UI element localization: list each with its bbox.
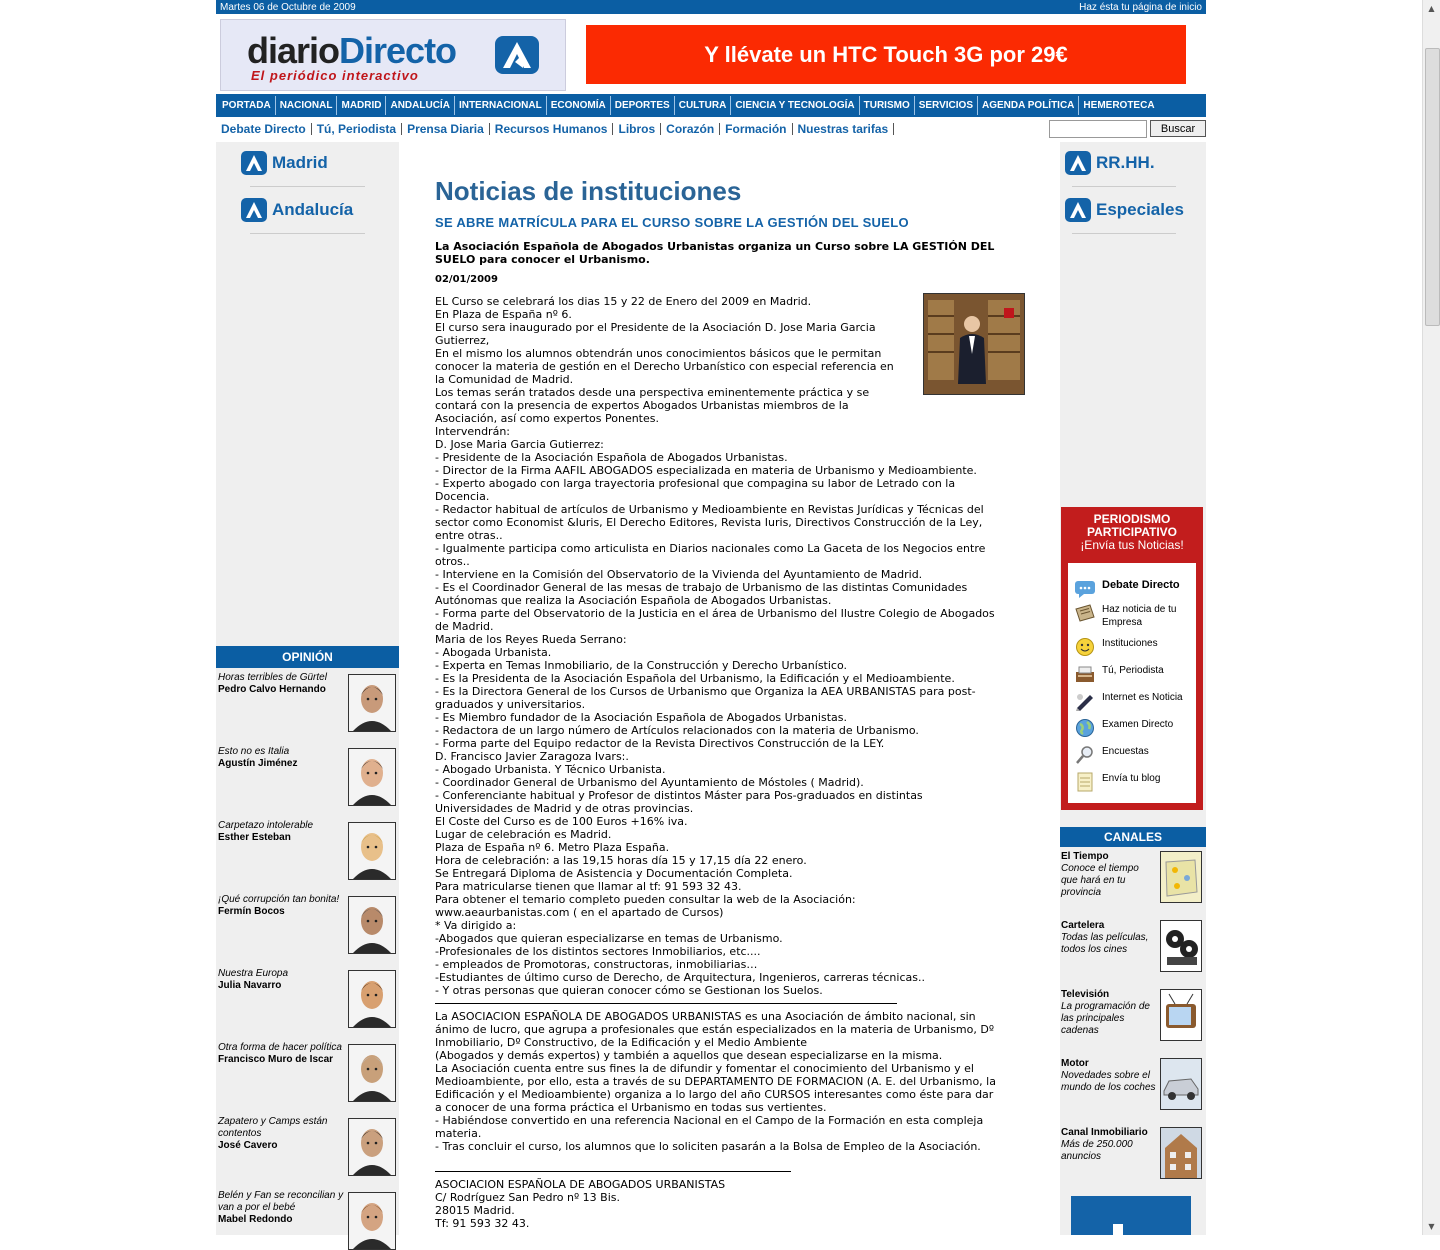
region-label: Especiales: [1096, 200, 1184, 219]
logo-mark-icon: [240, 197, 268, 223]
section-title: Noticias de instituciones: [435, 176, 742, 206]
opinion-topic[interactable]: Nuestra Europa: [218, 968, 289, 979]
opinion-item[interactable]: [218, 1190, 398, 1250]
subnav-item[interactable]: Libros: [613, 123, 661, 135]
article-text-line: 28015 Madrid.: [435, 1204, 515, 1217]
participativo-item[interactable]: [1074, 603, 1188, 629]
canal-item[interactable]: [1061, 920, 1205, 976]
opinion-item[interactable]: [218, 820, 398, 880]
canal-name[interactable]: El Tiempo: [1061, 851, 1109, 862]
article-text-line: contará con la presencia de expertos Abogados Urbanistas miembros de la: [435, 399, 849, 412]
canal-image[interactable]: [1160, 851, 1202, 903]
article-text-line: www.aeaurbanistas.com ( en el apartado de Cursos): [435, 906, 724, 919]
scroll-up-arrow-icon[interactable]: ▲: [1428, 4, 1435, 13]
notepad-icon: [1074, 772, 1096, 792]
building-icon: [1161, 1128, 1201, 1178]
article-text-line: Se Entregará Diploma de Asistencia y Documentación Completa.: [435, 867, 793, 880]
author-portrait: [349, 749, 395, 805]
author-photo[interactable]: [348, 822, 396, 880]
vertical-scrollbar[interactable]: [1422, 0, 1440, 1235]
article-date: 02/01/2009: [435, 274, 498, 285]
participativo-item-label: Instituciones: [1102, 638, 1158, 649]
article-text-line: conocer la materia de gestión en el Derecho Urbanístico con especial referencia en: [435, 360, 894, 373]
article-text-line: C/ Rodríguez San Pedro nº 13 Bis.: [435, 1191, 620, 1204]
nav-item[interactable]: ANDALUCÍA: [385, 96, 453, 115]
participativo-item-label: Debate Directo: [1102, 579, 1180, 591]
nav-item[interactable]: CIENCIA Y TECNOLOGÍA: [730, 96, 858, 115]
participativo-item[interactable]: [1074, 772, 1160, 792]
article-text-line: En Plaza de España nº 6.: [435, 308, 572, 321]
participativo-list: [1068, 563, 1196, 803]
nav-item[interactable]: MADRID: [336, 96, 385, 115]
nav-item[interactable]: INTERNACIONAL: [454, 96, 546, 115]
opinion-item[interactable]: [218, 1116, 398, 1176]
current-date: Martes 06 de Octubre de 2009: [220, 1, 356, 13]
participativo-item-label: Internet es Noticia: [1102, 692, 1183, 703]
opinion-topic[interactable]: ¡Qué corrupción tan bonita!: [218, 894, 340, 905]
article-text-line: - Forma parte del Observatorio de la Justicia en el área de Urbanismo del Ilustre Colegio de Abogados: [435, 607, 995, 620]
opinion-heading: OPINIÓN: [216, 646, 399, 668]
divider: [250, 186, 365, 187]
article-text-line: - Es el Coordinador General de las mesas de trabajo de Urbanismo de las distintas Comunidades: [435, 581, 968, 594]
article: [435, 176, 1025, 1230]
subnav-item[interactable]: Debate Directo: [216, 123, 312, 135]
author-portrait: [349, 1045, 395, 1101]
article-photo-image: [924, 294, 1024, 394]
article-text-line: -Estudiantes de último curso de Derecho, de Arquitectura, Ingenieros, carreras técnicas..: [435, 971, 925, 984]
author-portrait: [349, 971, 395, 1027]
article-text-line: D. Jose Maria Garcia Gutierrez:: [435, 438, 604, 451]
opinion-item[interactable]: [218, 1042, 398, 1102]
subnav-item[interactable]: Tú, Periodista: [312, 123, 402, 135]
nav-item[interactable]: TURISMO: [859, 96, 914, 115]
subnav-item[interactable]: Formación: [720, 123, 792, 135]
article-text-line: Autónomas que realiza la Asociación Española de Abogados Urbanistas.: [435, 594, 832, 607]
author-portrait: [349, 675, 395, 731]
article-text-line: Plaza de España nº 6. Metro Plaza España.: [435, 841, 670, 854]
nav-item[interactable]: ECONOMÍA: [546, 96, 610, 115]
canal-image[interactable]: [1160, 920, 1202, 972]
divider: [435, 1171, 791, 1172]
opinion-topic[interactable]: Otra forma de hacer política: [218, 1042, 342, 1053]
nav-item[interactable]: NACIONAL: [275, 96, 337, 115]
pen-icon: [1074, 691, 1096, 711]
article-text-line: la Comunidad de Madrid.: [435, 373, 574, 386]
author-portrait: [349, 823, 395, 879]
globe-icon: [1074, 718, 1096, 738]
article-text-line: En el mismo los alumnos obtendrán unos conocimientos básicos que le permitan: [435, 347, 882, 360]
participativo-item[interactable]: [1074, 664, 1164, 684]
magnifier-icon: [1074, 745, 1096, 765]
region-link-rrhh[interactable]: [1060, 144, 1206, 182]
article-text-line: Edificación y el Medioambiente) organiza a lo largo del año CURSOS interesantes como éste para dar: [435, 1088, 994, 1101]
article-headline: SE ABRE MATRÍCULA PARA EL CURSO SOBRE LA GESTIÓN DEL SUELO: [435, 215, 909, 230]
article-text-line: otros..: [435, 555, 470, 568]
article-text-line: Intervendrán:: [435, 425, 510, 438]
smiley-icon: [1074, 637, 1096, 657]
article-text-line: a conocer de una forma práctica el Urbanismo en todas sus vertientes.: [435, 1101, 827, 1114]
divider: [1072, 186, 1176, 187]
participativo-item[interactable]: [1074, 691, 1183, 711]
article-text-line: Asociación, así como expertos Ponentes.: [435, 412, 659, 425]
newspaper-icon: [1074, 603, 1096, 623]
participativo-subtitle: ¡Envía tus Noticias!: [1080, 538, 1184, 552]
article-text-line: Tf: 91 593 32 43.: [435, 1217, 530, 1230]
opinion-item[interactable]: [218, 894, 398, 954]
divider: [435, 1003, 897, 1004]
logo-mark-icon: [1064, 197, 1092, 223]
ad-banner[interactable]: Y llévate un HTC Touch 3G por 29€: [586, 25, 1186, 84]
canal-item[interactable]: [1061, 989, 1205, 1045]
article-text-line: EL Curso se celebrará los dias 15 y 22 de Enero del 2009 en Madrid.: [435, 295, 812, 308]
canal-name[interactable]: Televisión: [1061, 989, 1110, 1000]
opinion-author[interactable]: Pedro Calvo Hernando: [218, 684, 326, 695]
author-photo[interactable]: [348, 674, 396, 732]
article-text-line: - Presidente de la Asociación Española de Abogados Urbanistas.: [435, 451, 788, 464]
canal-item[interactable]: [1061, 851, 1205, 907]
site-logo[interactable]: [220, 19, 566, 91]
canal-image[interactable]: [1160, 1058, 1202, 1110]
canal-name[interactable]: Cartelera: [1061, 920, 1105, 931]
divider: [250, 233, 365, 234]
article-text-line: - Y otras personas que quieran conocer cómo se Gestionan los Suelos.: [435, 984, 823, 997]
article-lead: La Asociación Española de Abogados Urbanistas organiza un Curso sobre LA GESTIÓN DEL SUELO para conocer el Urbanismo.: [435, 240, 995, 266]
opinion-topic[interactable]: Horas terribles de Gürtel: [218, 672, 327, 683]
article-text-line: Los temas serán tratados desde una perspectiva eminentemente práctica y se: [435, 386, 870, 399]
opinion-item[interactable]: [218, 672, 398, 732]
article-text-line: (Abogados y demás expertos) y también a aquellos que desean especializarse en la misma.: [435, 1049, 943, 1062]
logo-mark-icon: [240, 150, 268, 176]
participativo-title: [1061, 513, 1203, 552]
opinion-topic[interactable]: Belén y Fan se reconcilian y van a por el bebé: [218, 1190, 344, 1213]
author-portrait: [349, 1193, 395, 1249]
canal-description: Novedades sobre el mundo de los coches: [1061, 1070, 1156, 1093]
canal-description: Todas las películas, todos los cines: [1061, 932, 1149, 955]
sub-nav: [216, 117, 1206, 141]
canal-description: La programación de las principales cadenas: [1061, 1001, 1150, 1036]
tv-icon: [1161, 990, 1201, 1040]
author-portrait: [349, 897, 395, 953]
article-text-line: - Habiéndose convertido en una referencia Nacional en el Campo de la Formación en esta compleja: [435, 1114, 984, 1127]
article-text-line: - Es la Presidenta de la Asociación Española del Urbanismo, la Edificación y el Medioambiente.: [435, 672, 955, 685]
sub-nav-links: [216, 123, 894, 135]
article-text-line: Inmobiliario, Dº Constructivo, de la Edificación y el Medio Ambiente: [435, 1036, 808, 1049]
weather-map-icon: [1161, 852, 1201, 902]
logo-part2: Directo: [339, 30, 457, 71]
article-text-line: ánimo de lucro, que agrupa a profesionales que están especializados en la materia de Urbanismo, Dº: [435, 1023, 995, 1036]
header: [216, 14, 1206, 94]
film-reel-icon: [1161, 921, 1201, 971]
author-photo[interactable]: [348, 1118, 396, 1176]
article-text-line: - Redactor habitual de artículos de Urbanismo y Medioambiente en Revistas Jurídicas y Técnicas del: [435, 503, 984, 516]
subnav-item[interactable]: Corazón: [661, 123, 720, 135]
canal-item[interactable]: [1061, 1127, 1205, 1183]
article-text-line: Hora de celebración: a las 19,15 horas día 15 y 17,15 día 22 enero.: [435, 854, 807, 867]
canal-image[interactable]: [1160, 989, 1202, 1041]
logo-mark-icon: [493, 34, 541, 76]
author-photo[interactable]: [348, 1044, 396, 1102]
article-text-line: Para matricularse tienen que llamar al tf: 91 593 32 43.: [435, 880, 742, 893]
article-text-line: - Conferenciante habitual y Profesor de distintos Máster para Pos-graduados en distintas: [435, 789, 923, 802]
opinion-topic[interactable]: Zapatero y Camps están contentos: [218, 1116, 328, 1139]
opinion-item[interactable]: [218, 968, 398, 1028]
article-text-line: - Igualmente participa como articulista en Diarios nacionales como La Gaceta de los Negocios entre: [435, 542, 986, 555]
right-column: [1060, 142, 1206, 1235]
region-label: RR.HH.: [1096, 153, 1155, 172]
canal-item[interactable]: [1061, 1058, 1205, 1114]
nav-item[interactable]: HEMEROTECA: [1078, 96, 1158, 115]
article-text-line: - Es Miembro fundador de la Asociación Española de Abogados Urbanistas.: [435, 711, 847, 724]
nav-item[interactable]: CULTURA: [674, 96, 731, 115]
search-form: [1049, 120, 1206, 138]
article-text-line: * Va dirigido a:: [435, 919, 517, 932]
region-label: Madrid: [272, 153, 328, 172]
logo-part1: diario: [247, 30, 340, 71]
promo-mark: [1113, 1224, 1123, 1235]
opinion-item[interactable]: [218, 746, 398, 806]
spacer: [435, 1153, 1025, 1165]
top-bar: [216, 0, 1206, 14]
article-text-line: D. Francisco Javier Zaragoza Ivars:.: [435, 750, 629, 763]
article-text-line: - Director de la Firma AAFIL ABOGADOS especializada en materia de Urbanismo y Medioambiente.: [435, 464, 977, 477]
region-link-andalucia[interactable]: [216, 191, 399, 229]
participativo-item-label: Haz noticia de tu Empresa: [1102, 604, 1177, 628]
article-text-line: de Madrid.: [435, 620, 494, 633]
logo-tagline: El periódico interactivo: [251, 68, 419, 83]
article-text-line: Gutierrez,: [435, 334, 490, 347]
typewriter-icon: [1074, 664, 1096, 684]
participativo-item[interactable]: [1074, 745, 1149, 765]
promo-box[interactable]: [1071, 1196, 1191, 1235]
subnav-item[interactable]: Prensa Diaria: [402, 123, 490, 135]
logo-title: [247, 30, 456, 72]
article-text-line: - Es la Directora General de los Cursos de Urbanismo que Organiza la AEA URBANISTAS para post-: [435, 685, 976, 698]
article-text-line: El Coste del Curso es de 100 Euros +16% iva.: [435, 815, 688, 828]
author-photo[interactable]: [348, 970, 396, 1028]
author-photo[interactable]: [348, 896, 396, 954]
main-nav: [216, 94, 1206, 117]
article-text-line: - Tras concluir el curso, los alumnos que lo soliciten pasarán a la Bolsa de Empleo de la Asociación.: [435, 1140, 981, 1153]
participativo-box: [1061, 507, 1203, 810]
nav-item[interactable]: PORTADA: [222, 100, 271, 111]
page-header: [216, 0, 1206, 141]
canales-heading: CANALES: [1060, 827, 1206, 847]
article-text-line: - Coordinador General de Urbanismo del Ayuntamiento de Móstoles ( Madrid).: [435, 776, 864, 789]
participativo-item-label: Tú, Periodista: [1102, 665, 1164, 676]
left-column: [216, 142, 399, 1235]
opinion-topic[interactable]: Esto no es Italia: [218, 746, 290, 757]
article-text-line: Lugar de celebración es Madrid.: [435, 828, 612, 841]
canal-image[interactable]: [1160, 1127, 1202, 1179]
search-input[interactable]: [1049, 120, 1147, 138]
participativo-item[interactable]: [1074, 637, 1158, 657]
article-text-line: ASOCIACION ESPAÑOLA DE ABOGADOS URBANISTAS: [435, 1178, 726, 1191]
article-text-line: Universidades de Madrid y de otras provincias.: [435, 802, 694, 815]
scroll-thumb[interactable]: [1425, 48, 1440, 326]
canal-description: Conoce el tiempo que hará en tu provincia: [1061, 863, 1139, 898]
region-link-madrid[interactable]: [216, 144, 399, 182]
canal-description: Más de 250.000 anuncios: [1061, 1139, 1133, 1162]
article-text-line: -Profesionales de los distintos sectores Inmobiliarios, etc....: [435, 945, 761, 958]
article-text-line: - Abogado Urbanista. Y Técnico Urbanista.: [435, 763, 666, 776]
participativo-title-line1: PERIODISMO: [1093, 512, 1171, 526]
article-text-line: -Abogados que quieran especializarse en temas de Urbanismo.: [435, 932, 783, 945]
opinion-author[interactable]: José Cavero: [218, 1140, 278, 1151]
participativo-item-label: Envía tu blog: [1102, 773, 1161, 784]
logo-mark-icon: [1064, 150, 1092, 176]
participativo-item[interactable]: [1074, 718, 1173, 738]
region-link-especiales[interactable]: [1060, 191, 1206, 229]
article-text-line: - Abogada Urbanista.: [435, 646, 552, 659]
article-text-line: entre otras..: [435, 529, 503, 542]
participativo-item[interactable]: [1074, 579, 1180, 599]
divider: [1072, 233, 1176, 234]
canal-name[interactable]: Canal Inmobiliario: [1061, 1127, 1148, 1138]
participativo-item-label: Examen Directo: [1102, 719, 1174, 730]
author-portrait: [349, 1119, 395, 1175]
opinion-topic[interactable]: Carpetazo intolerable: [218, 820, 314, 831]
article-text-line: - Interviene en la Comisión del Observatorio de la Vivienda del Ayuntamiento de Madrid.: [435, 568, 923, 581]
participativo-item-label: Encuestas: [1102, 746, 1149, 757]
nav-item[interactable]: AGENDA POLÍTICA: [977, 96, 1078, 115]
nav-item[interactable]: SERVICIOS: [914, 96, 977, 115]
set-homepage-link[interactable]: Haz ésta tu página de inicio: [1079, 1, 1202, 13]
article-text-line: - Experto abogado con larga trayectoria profesional que compagina su labor de Letrado con la: [435, 477, 956, 490]
car-icon: [1161, 1059, 1201, 1109]
scroll-down-arrow-icon[interactable]: ▼: [1428, 1222, 1435, 1231]
article-text-line: El curso sera inaugurado por el Presidente de la Asociación D. Jose Maria Garcia: [435, 321, 876, 334]
article-photo[interactable]: [923, 293, 1025, 395]
article-text-line: materia.: [435, 1127, 482, 1140]
article-text-line: Maria de los Reyes Rueda Serrano:: [435, 633, 627, 646]
region-label: Andalucía: [272, 200, 354, 219]
opinion-author[interactable]: Agustín Jiménez: [218, 758, 298, 769]
nav-item[interactable]: DEPORTES: [610, 96, 674, 115]
article-text-line: graduados y universitarios.: [435, 698, 586, 711]
content-columns: [216, 142, 1206, 1235]
subnav-item[interactable]: Recursos Humanos: [490, 123, 614, 135]
opinion-author[interactable]: Fermín Bocos: [218, 906, 285, 917]
canal-name[interactable]: Motor: [1061, 1058, 1089, 1069]
article-text-line: La ASOCIACION ESPAÑOLA DE ABOGADOS URBANISTAS es una Asociación de ámbito nacional, sin: [435, 1010, 976, 1023]
article-text-line: La Asociación cuenta entre sus fines la de difundir y fomentar el conocimiento del Urbanismo y el: [435, 1062, 974, 1075]
author-photo[interactable]: [348, 1192, 396, 1250]
opinion-author[interactable]: Julia Navarro: [218, 980, 282, 991]
article-body: [435, 295, 1025, 1230]
article-text-line: sector como Economist &Iuris, El Derecho Editores, Revista Iuris, Directivos Construcción de la Ley,: [435, 516, 983, 529]
article-text-line: - Experta en Temas Inmobiliario, de la Construcción y Derecho Urbanístico.: [435, 659, 847, 672]
article-text-line: Medioambiente, por ello, esta a través de su DEPARTAMENTO DE FORMACION (A. E. del Urbanismo, la: [435, 1075, 996, 1088]
subnav-item[interactable]: Nuestras tarifas: [793, 123, 895, 135]
article-text-line: - Forma parte del Equipo redactor de la Revista Directivos Construcción de la LEY.: [435, 737, 885, 750]
article-text-line: - Redactora de un largo número de Artículos relacionados con la materia de Urbanismo.: [435, 724, 919, 737]
opinion-author[interactable]: Esther Esteban: [218, 832, 291, 843]
article-text-line: Para obtener el temario completo pueden consultar la web de la Asociación:: [435, 893, 856, 906]
opinion-author[interactable]: Mabel Redondo: [218, 1214, 293, 1225]
search-button[interactable]: Buscar: [1150, 120, 1206, 137]
article-text-line: - empleados de Promotoras, constructoras, inmobiliarias…: [435, 958, 758, 971]
speech-bubble-icon: [1074, 579, 1096, 599]
participativo-title-line2: PARTICIPATIVO: [1087, 525, 1177, 539]
article-text-line: Docencia.: [435, 490, 490, 503]
author-photo[interactable]: [348, 748, 396, 806]
opinion-author[interactable]: Francisco Muro de Iscar: [218, 1054, 334, 1065]
